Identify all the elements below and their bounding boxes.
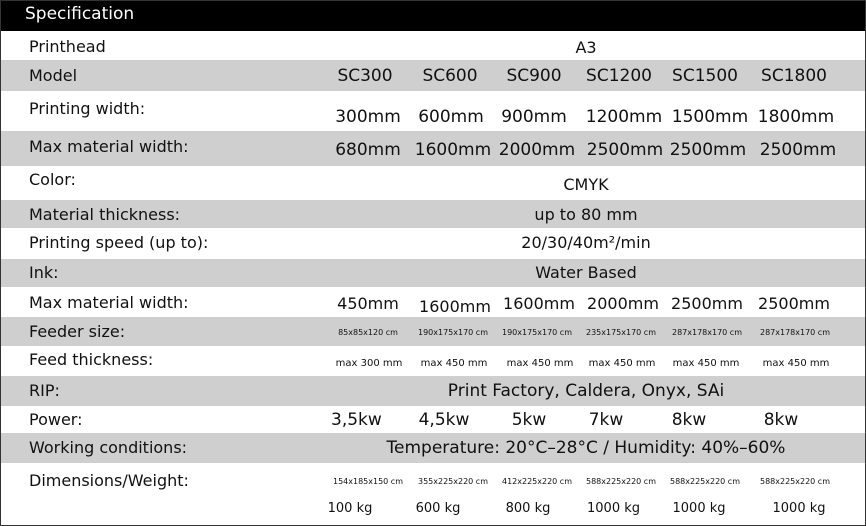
max-material-width-cell: 2500mm xyxy=(671,294,743,313)
dimensions-cell: 588x225x220 cm xyxy=(585,477,656,486)
feeder-size-cell: 85x85x120 cm xyxy=(338,328,398,337)
feeder-size-cell: 235x175x170 cm xyxy=(585,328,656,337)
power-cell: 3,5kw xyxy=(331,410,382,430)
dimensions-cell: 154x185x150 cm xyxy=(332,477,403,486)
table-row-rip xyxy=(1,376,865,406)
row-label: Power: xyxy=(29,410,83,429)
max-material-width-cell: 2500mm xyxy=(586,140,664,160)
row-label: Feeder size: xyxy=(29,322,126,341)
printing-width-cell: 1500mm xyxy=(671,107,749,127)
row-value: 20/30/40m²/min xyxy=(521,233,651,252)
weight-cell: 800 kg xyxy=(505,501,551,516)
row-label: Printhead xyxy=(29,37,106,56)
weight-cell: 100 kg xyxy=(327,501,373,516)
row-label: Material thickness: xyxy=(29,205,181,224)
feed-thickness-cell: max 450 mm xyxy=(762,358,830,369)
row-label: Max material width: xyxy=(29,293,189,312)
max-material-width-cell: 2500mm xyxy=(758,294,830,313)
table-title: Specification xyxy=(25,4,135,24)
model-cell: SC600 xyxy=(422,66,478,86)
dimensions-cell: 355x225x220 cm xyxy=(417,477,488,486)
table-row-feeder-size xyxy=(1,317,865,346)
printing-width-cell: 300mm xyxy=(335,107,401,127)
max-material-width-cell: 2000mm xyxy=(498,140,576,160)
feed-thickness-cell: max 450 mm xyxy=(672,358,740,369)
power-cell: 8kw xyxy=(671,410,707,430)
feed-thickness-cell: max 450 mm xyxy=(506,358,574,369)
max-material-width-cell: 450mm xyxy=(337,294,399,313)
feed-thickness-cell: max 300 mm xyxy=(335,358,403,369)
table-row-max-material-width xyxy=(1,131,865,166)
table-row-printing-width xyxy=(1,91,865,131)
row-label: Printing width: xyxy=(29,99,146,118)
table-row-model xyxy=(1,60,865,91)
power-cell: 5kw xyxy=(511,410,547,430)
printing-width-cell: 1200mm xyxy=(585,107,663,127)
row-label: Feed thickness: xyxy=(29,350,154,369)
row-value: Print Factory, Caldera, Onyx, SAi xyxy=(447,381,725,401)
row-label: RIP: xyxy=(29,381,60,400)
table-row-max-material-width-2 xyxy=(1,287,865,317)
printing-width-cell: 1800mm xyxy=(757,107,835,127)
table-row-power xyxy=(1,406,865,433)
feeder-size-cell: 190x175x170 cm xyxy=(501,328,572,337)
table-row-ink xyxy=(1,259,865,287)
power-cell: 4,5kw xyxy=(418,410,470,430)
table-row-printhead xyxy=(1,31,865,60)
model-cell: SC300 xyxy=(337,66,393,86)
feeder-size-cell: 287x178x170 cm xyxy=(759,328,830,337)
feeder-size-cell: 190x175x170 cm xyxy=(417,328,488,337)
feed-thickness-cell: max 450 mm xyxy=(588,358,656,369)
row-label: Model xyxy=(29,66,78,85)
row-value: CMYK xyxy=(563,175,609,194)
weight-cell: 1000 kg xyxy=(587,501,640,516)
printing-width-cell: 900mm xyxy=(501,107,567,127)
max-material-width-cell: 2500mm xyxy=(759,140,837,160)
max-material-width-cell: 1600mm xyxy=(419,297,491,316)
model-cell: SC1800 xyxy=(761,66,827,86)
table-row-working-conditions xyxy=(1,433,865,463)
weight-cell: 1000 kg xyxy=(772,501,826,516)
row-label: Printing speed (up to): xyxy=(29,233,209,252)
table-header xyxy=(1,1,865,31)
max-material-width-cell: 2500mm xyxy=(669,140,747,160)
row-value: A3 xyxy=(575,38,597,57)
power-cell: 8kw xyxy=(763,410,799,430)
table-row-color xyxy=(1,166,865,200)
weight-cell: 600 kg xyxy=(415,501,461,516)
row-value: up to 80 mm xyxy=(534,205,638,224)
feed-thickness-cell: max 450 mm xyxy=(420,358,488,369)
table-row-dimensions-weight xyxy=(1,463,865,525)
weight-cell: 1000 kg xyxy=(672,501,726,516)
max-material-width-cell: 2000mm xyxy=(587,294,659,313)
printing-width-cell: 600mm xyxy=(418,107,484,127)
model-cell: SC1200 xyxy=(586,66,652,86)
table-row-feed-thickness xyxy=(1,346,865,376)
row-label: Working conditions: xyxy=(29,438,188,457)
row-label: Max material width: xyxy=(29,137,189,156)
dimensions-cell: 412x225x220 cm xyxy=(501,477,572,486)
dimensions-cell: 588x225x220 cm xyxy=(669,477,740,486)
max-material-width-cell: 1600mm xyxy=(503,294,575,313)
dimensions-cell: 588x225x220 cm xyxy=(759,477,830,486)
model-cell: SC900 xyxy=(506,66,562,86)
row-value: Temperature: 20°C–28°C / Humidity: 40%–60% xyxy=(386,438,786,458)
row-value: Water Based xyxy=(535,263,637,282)
table-row-material-thickness xyxy=(1,200,865,228)
row-label: Color: xyxy=(29,170,76,189)
table-row-printing-speed xyxy=(1,228,865,259)
model-cell: SC1500 xyxy=(672,66,738,86)
power-cell: 7kw xyxy=(588,410,624,430)
max-material-width-cell: 1600mm xyxy=(414,140,492,160)
max-material-width-cell: 680mm xyxy=(335,140,401,160)
row-label: Dimensions/Weight: xyxy=(29,471,189,490)
row-label: Ink: xyxy=(29,263,59,282)
feeder-size-cell: 287x178x170 cm xyxy=(671,328,742,337)
